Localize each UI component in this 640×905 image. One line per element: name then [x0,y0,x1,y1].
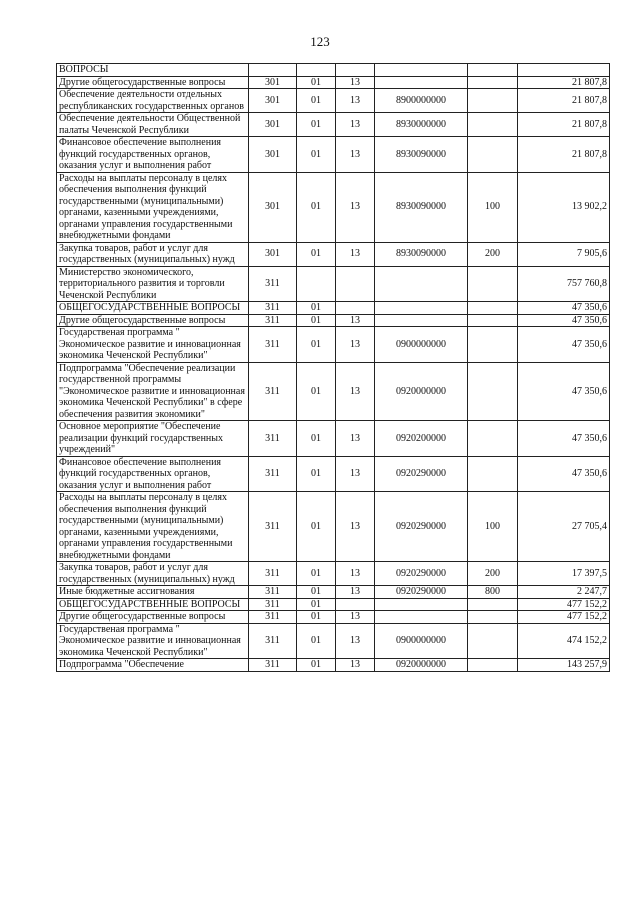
cell-expense-type: 100 [468,492,518,562]
cell-subsection-code: 13 [336,623,375,659]
table-row [57,64,610,77]
cell-expense-type: 100 [468,172,518,242]
cell-expense-type [468,266,518,302]
table-row [57,586,610,599]
table-row [57,362,610,421]
table-row [57,314,610,327]
cell-amount: 27 705,4 [518,492,610,562]
cell-target-article [375,266,468,302]
table-row [57,611,610,624]
cell-ministry-code: 311 [249,586,297,599]
cell-expense-type [468,623,518,659]
cell-expense-type [468,89,518,113]
cell-ministry-code: 301 [249,89,297,113]
cell-amount: 47 350,6 [518,456,610,492]
cell-section-code [297,64,336,77]
cell-ministry-code: 311 [249,598,297,611]
cell-name: Обеспечение деятельности Общественной палаты Чеченской Республики [57,113,249,137]
cell-name: Другие общегосударственные вопросы [57,314,249,327]
cell-amount: 47 350,6 [518,327,610,363]
cell-expense-type: 800 [468,586,518,599]
cell-name: Подпрограмма "Обеспечение [57,659,249,672]
cell-section-code: 01 [297,137,336,173]
cell-expense-type [468,362,518,421]
cell-subsection-code: 13 [336,562,375,586]
cell-subsection-code: 13 [336,492,375,562]
cell-section-code: 01 [297,113,336,137]
cell-expense-type [468,327,518,363]
cell-expense-type [468,611,518,624]
cell-subsection-code: 13 [336,586,375,599]
cell-expense-type [468,137,518,173]
cell-target-article: 0920000000 [375,659,468,672]
cell-expense-type: 200 [468,242,518,266]
cell-expense-type [468,659,518,672]
cell-subsection-code: 13 [336,314,375,327]
cell-ministry-code: 311 [249,623,297,659]
cell-name: Министерство экономического, территориального развития и торговли Чеченской Республики [57,266,249,302]
cell-section-code: 01 [297,172,336,242]
cell-subsection-code: 13 [336,76,375,89]
cell-target-article [375,302,468,315]
cell-ministry-code: 301 [249,76,297,89]
cell-expense-type [468,598,518,611]
cell-subsection-code: 13 [336,456,375,492]
cell-name: ВОПРОСЫ [57,64,249,77]
cell-ministry-code: 311 [249,611,297,624]
cell-section-code [297,266,336,302]
cell-expense-type [468,302,518,315]
cell-section-code: 01 [297,611,336,624]
cell-amount: 474 152,2 [518,623,610,659]
table-row [57,137,610,173]
cell-name: Расходы на выплаты персоналу в целях обеспечения выполнения функций государственными (муниципальными) органами, казенными учреждениями, органами управления государственными внебюджетными фондами [57,172,249,242]
cell-amount: 477 152,2 [518,611,610,624]
cell-target-article: 0900000000 [375,327,468,363]
cell-amount: 7 905,6 [518,242,610,266]
cell-ministry-code: 301 [249,113,297,137]
cell-subsection-code: 13 [336,327,375,363]
cell-name: Финансовое обеспечение выполнения функций государственных органов, оказания услуг и выполнения работ [57,137,249,173]
table-row [57,172,610,242]
cell-section-code: 01 [297,586,336,599]
cell-section-code: 01 [297,562,336,586]
cell-subsection-code [336,64,375,77]
cell-target-article: 0920290000 [375,456,468,492]
cell-section-code: 01 [297,456,336,492]
cell-ministry-code: 311 [249,362,297,421]
cell-section-code: 01 [297,659,336,672]
cell-target-article: 0920290000 [375,586,468,599]
cell-subsection-code: 13 [336,421,375,457]
cell-ministry-code: 311 [249,492,297,562]
cell-section-code: 01 [297,302,336,315]
cell-name: Закупка товаров, работ и услуг для государственных (муниципальных) нужд [57,562,249,586]
cell-target-article: 0920290000 [375,492,468,562]
table-row [57,659,610,672]
table-row [57,76,610,89]
cell-name: Другие общегосударственные вопросы [57,611,249,624]
cell-amount: 47 350,6 [518,314,610,327]
table-row [57,327,610,363]
cell-ministry-code [249,64,297,77]
table-row [57,421,610,457]
cell-target-article: 0900000000 [375,623,468,659]
cell-section-code: 01 [297,421,336,457]
cell-expense-type [468,76,518,89]
cell-expense-type [468,113,518,137]
cell-name: Обеспечение деятельности отдельных республиканских государственных органов [57,89,249,113]
cell-name: ОБЩЕГОСУДАРСТВЕННЫЕ ВОПРОСЫ [57,598,249,611]
budget-table [56,63,610,672]
cell-amount: 2 247,7 [518,586,610,599]
cell-ministry-code: 311 [249,327,297,363]
cell-amount [518,64,610,77]
cell-amount: 21 807,8 [518,137,610,173]
cell-amount: 143 257,9 [518,659,610,672]
cell-name: Другие общегосударственные вопросы [57,76,249,89]
cell-ministry-code: 311 [249,421,297,457]
table-row [57,456,610,492]
cell-amount: 17 397,5 [518,562,610,586]
cell-subsection-code: 13 [336,242,375,266]
table-row [57,562,610,586]
cell-ministry-code: 311 [249,456,297,492]
cell-name: Государственая программа " Экономическое развитие и инновационная экономика Чеченской Республики" [57,327,249,363]
cell-name: Государственая программа " Экономическое развитие и инновационная экономика Чеченской Республики" [57,623,249,659]
cell-target-article: 0920290000 [375,562,468,586]
cell-target-article [375,314,468,327]
cell-ministry-code: 301 [249,172,297,242]
cell-target-article: 8900000000 [375,89,468,113]
cell-ministry-code: 311 [249,659,297,672]
cell-subsection-code [336,302,375,315]
table-row [57,623,610,659]
cell-target-article [375,598,468,611]
cell-target-article [375,64,468,77]
cell-target-article: 8930000000 [375,113,468,137]
cell-target-article [375,76,468,89]
cell-section-code: 01 [297,598,336,611]
cell-expense-type: 200 [468,562,518,586]
cell-ministry-code: 311 [249,302,297,315]
cell-ministry-code: 311 [249,266,297,302]
cell-name: Финансовое обеспечение выполнения функций государственных органов, оказания услуг и выполнения работ [57,456,249,492]
cell-section-code: 01 [297,362,336,421]
cell-target-article [375,611,468,624]
cell-expense-type [468,64,518,77]
cell-ministry-code: 311 [249,562,297,586]
table-row [57,89,610,113]
cell-amount: 21 807,8 [518,113,610,137]
cell-amount: 477 152,2 [518,598,610,611]
page-number: 123 [310,34,330,49]
cell-amount: 47 350,6 [518,421,610,457]
cell-name: ОБЩЕГОСУДАРСТВЕННЫЕ ВОПРОСЫ [57,302,249,315]
cell-name: Расходы на выплаты персоналу в целях обеспечения выполнения функций государственными (муниципальными) органами, казенными учреждениями, органами управления государственными внебюджетными фондами [57,492,249,562]
cell-subsection-code: 13 [336,113,375,137]
table-body [57,64,610,672]
cell-section-code: 01 [297,492,336,562]
cell-name: Подпрограмма "Обеспечение реализации государственной программы "Экономическое развитие и инновационная экономика Чеченской Республики" в сфере обеспечения развития экономики" [57,362,249,421]
cell-subsection-code: 13 [336,137,375,173]
cell-ministry-code: 301 [249,242,297,266]
cell-target-article: 8930090000 [375,137,468,173]
table-row [57,302,610,315]
cell-subsection-code: 13 [336,659,375,672]
cell-section-code: 01 [297,76,336,89]
cell-section-code: 01 [297,327,336,363]
cell-subsection-code [336,266,375,302]
cell-ministry-code: 311 [249,314,297,327]
cell-target-article: 0920200000 [375,421,468,457]
cell-expense-type [468,314,518,327]
cell-section-code: 01 [297,314,336,327]
cell-subsection-code: 13 [336,611,375,624]
cell-amount: 757 760,8 [518,266,610,302]
cell-amount: 47 350,6 [518,362,610,421]
cell-amount: 13 902,2 [518,172,610,242]
cell-amount: 21 807,8 [518,76,610,89]
cell-name: Закупка товаров, работ и услуг для государственных (муниципальных) нужд [57,242,249,266]
table-row [57,266,610,302]
table-row [57,598,610,611]
cell-expense-type [468,456,518,492]
cell-ministry-code: 301 [249,137,297,173]
table-row [57,492,610,562]
cell-subsection-code: 13 [336,362,375,421]
cell-expense-type [468,421,518,457]
cell-amount: 47 350,6 [518,302,610,315]
cell-section-code: 01 [297,89,336,113]
cell-section-code: 01 [297,623,336,659]
cell-subsection-code: 13 [336,172,375,242]
cell-section-code: 01 [297,242,336,266]
cell-target-article: 8930090000 [375,242,468,266]
cell-target-article: 0920000000 [375,362,468,421]
cell-name: Основное мероприятие "Обеспечение реализации функций государственных учреждений" [57,421,249,457]
cell-target-article: 8930090000 [375,172,468,242]
cell-subsection-code: 13 [336,89,375,113]
cell-name: Иные бюджетные ассигнования [57,586,249,599]
table-row [57,113,610,137]
cell-subsection-code [336,598,375,611]
cell-amount: 21 807,8 [518,89,610,113]
table-row [57,242,610,266]
